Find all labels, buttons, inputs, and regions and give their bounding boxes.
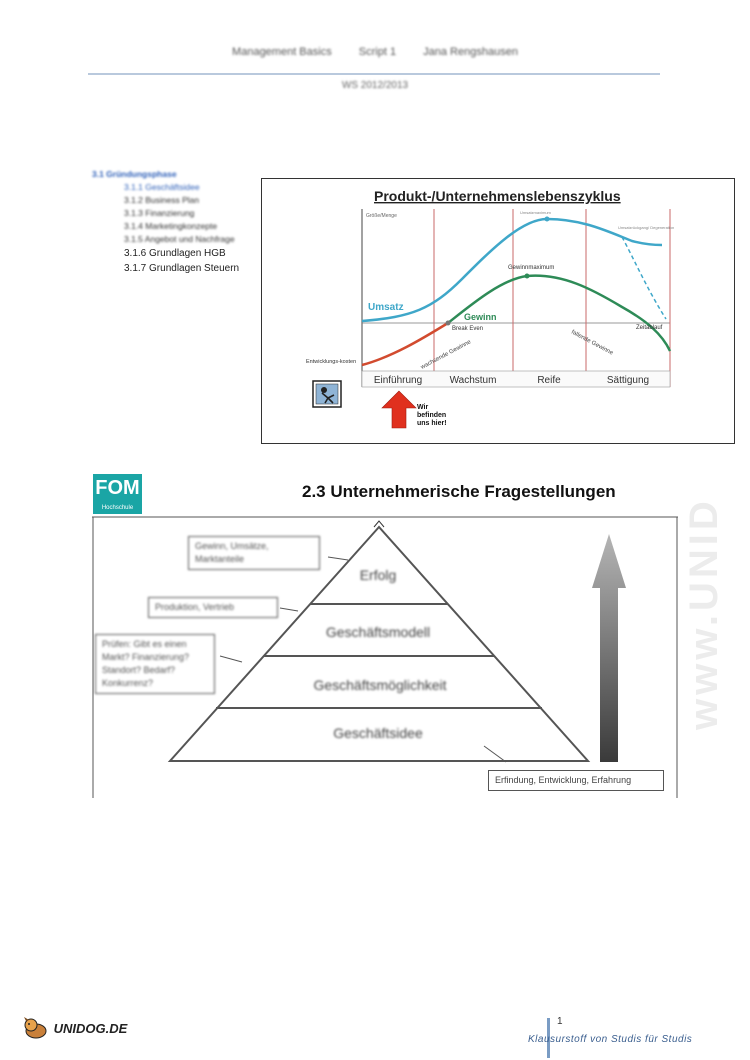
pyramid-figure <box>92 516 678 808</box>
fom-logo <box>93 474 142 514</box>
lifecycle-title: Produkt-/Unternehmenslebenszyklus <box>374 188 621 204</box>
pyramid-level-erfolg: Erfolg <box>359 567 397 583</box>
toc-item[interactable]: 3.1.6 Grundlagen HGB <box>124 248 226 259</box>
lifecycle-figure <box>261 178 735 444</box>
phase-label: Einführung <box>373 375 423 386</box>
zeitablauf-label: Zeitablauf <box>636 325 663 331</box>
umsatz-decline <box>622 237 666 319</box>
table-of-contents <box>92 168 239 276</box>
course-name: Management Basics <box>232 46 332 58</box>
note-bottom: Erfindung, Entwicklung, Erfahrung <box>488 770 664 791</box>
pyramid-level-geschaeftsmodell: Geschäftsmodell <box>325 624 431 640</box>
fom-logo-text: FOM <box>95 477 140 499</box>
phase-label: Wachstum <box>449 375 497 386</box>
umsatz-label: Umsatz <box>368 302 404 313</box>
slide-title: 2.3 Unternehmerische Fragestellungen <box>302 482 616 501</box>
unidog-logo <box>22 1016 127 1043</box>
script-name: Script 1 <box>358 46 397 58</box>
phase-label: Reife <box>537 375 561 386</box>
gewinnmaximum-label: Gewinnmaximum <box>508 265 555 271</box>
break-even-point <box>446 321 451 326</box>
unidog-logo-text: UNIDOG.DE <box>53 1020 128 1036</box>
page-number: 1 <box>557 1016 563 1027</box>
gewinnmaximum-point <box>525 274 530 279</box>
footer-tagline: Klausurstoff von Studis für Studis <box>528 1034 693 1045</box>
pyramid-level-geschaeftsmoeglichkeit: Geschäftsmöglichkeit <box>313 677 447 693</box>
callout-line <box>328 557 348 560</box>
umsatzmaximum-label: Umsatzmaximum <box>520 210 551 215</box>
toc-item[interactable]: 3.1.4 Marketingkonzepte <box>124 221 218 231</box>
toc-item[interactable]: 3.1.2 Business Plan <box>124 195 200 205</box>
break-even-label: Break Even <box>452 326 484 332</box>
entwicklungskosten-label: Entwicklungs-kosten <box>306 359 357 365</box>
site-watermark: www.UNID <box>682 497 726 730</box>
semester-label: WS 2012/2013 <box>341 80 409 91</box>
red-up-arrow-icon <box>382 391 416 428</box>
up-arrow-icon <box>592 534 626 762</box>
person-icon <box>313 381 341 407</box>
gewinn-label: Gewinn <box>464 312 497 322</box>
running-header <box>0 46 750 58</box>
toc-item[interactable]: 3.1.7 Grundlagen Steuern <box>124 263 240 274</box>
callout-line <box>280 608 298 611</box>
toc-heading: 3.1 Gründungsphase <box>92 169 177 179</box>
marker-label: Wir befinden uns hier! <box>417 404 447 427</box>
fom-logo-subtext: Hochschule <box>101 505 134 511</box>
note-left: Prüfen: Gibt es einen Markt? Finanzierung? Standort? Bedarf? Konkurrenz? <box>95 634 215 694</box>
pyramid-level-geschaeftsidee: Geschäftsidee <box>333 725 423 741</box>
umsatzmaximum-point <box>545 217 550 222</box>
toc-item[interactable]: 3.1.3 Finanzierung <box>124 208 195 218</box>
note-top: Gewinn, Umsätze, Marktanteile <box>188 536 320 570</box>
dog-icon <box>22 1016 50 1043</box>
author-name: Jana Rengshausen <box>423 46 518 58</box>
rueckgang-label: Umsatzrückgang/ Degeneration <box>618 225 675 230</box>
header-divider <box>88 73 660 75</box>
y-axis-label: Größe/Menge <box>366 213 397 219</box>
fallende-gewinne-label: fallende Gewinne <box>570 329 614 357</box>
phase-label: Sättigung <box>606 375 650 386</box>
toc-item[interactable]: 3.1.5 Angebot und Nachfrage <box>124 234 235 244</box>
wachsende-gewinne-label: wachsende Gewinne <box>420 339 473 371</box>
note-mid: Produktion, Vertrieb <box>148 597 278 618</box>
toc-item[interactable]: 3.1.1 Geschäftsidee <box>124 182 200 192</box>
callout-line <box>220 656 242 662</box>
